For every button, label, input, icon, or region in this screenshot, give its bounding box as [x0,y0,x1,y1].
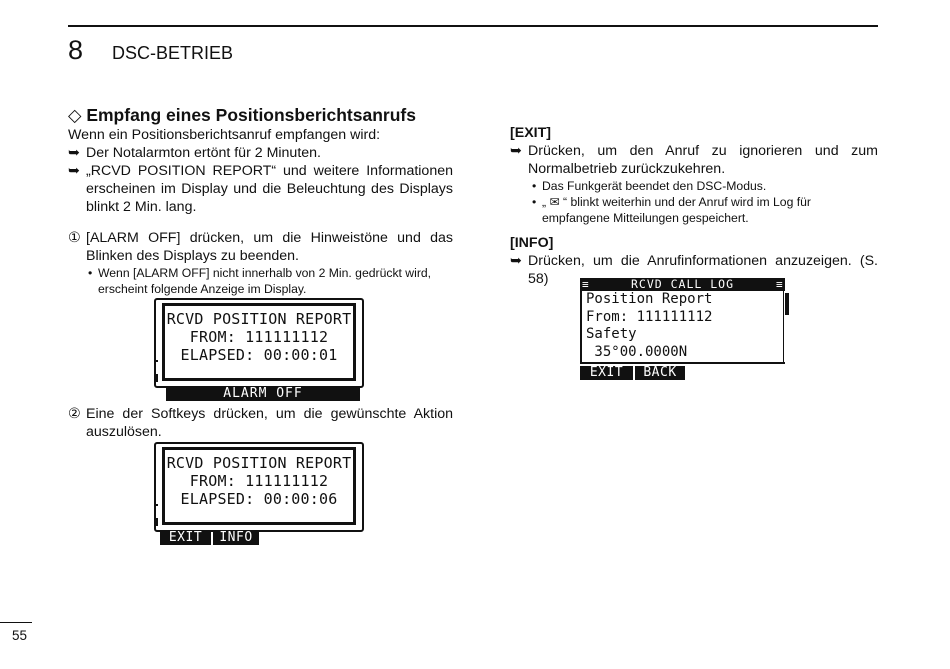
step-2 [68,405,453,441]
step-text: Eine der Softkeys drücken, um die gewünschte Aktion auszulösen. [86,406,453,440]
log-scrollbar[interactable] [783,291,790,364]
right-column [510,124,878,288]
back-softkey[interactable]: BACK [635,366,685,380]
step-1 [68,229,453,297]
exit-bullet: • „ ✉ “ blinkt weiterhin und der Anruf wird im Log für empfangene Mitteilungen gespeichert. [532,195,811,225]
step-text: [ALARM OFF] drücken, um die Hinweistöne und das Blinken des Displays zu beenden. [86,230,453,264]
arrow-icon: ➥ [68,163,80,179]
lcd-line: ELAPSED: 00:00:01 [180,346,338,364]
lcd-call-log-screen [580,278,791,381]
chapter-number: 8 [68,35,84,65]
scroll-thumb[interactable] [785,293,789,315]
arrow-item: ➥ „RCVD POSITION REPORT“ und weitere Informationen erscheinen im Display und die Beleuchtung des Displays blinkt 2 Min. lang. [68,163,453,215]
info-description: ➥ Drücken, um die Anrufinformationen anzuzeigen. (S. 58) [510,253,878,287]
info-softkey[interactable]: INFO [213,531,259,545]
arrow-icon: ➥ [510,253,522,269]
chapter-title: DSC-BETRIEB [112,43,234,63]
lcd-screen-alarm [154,298,364,402]
left-column [68,104,453,216]
step-bullet: • Wenn [ALARM OFF] nicht innerhalb von 2 Min. gedrückt wird, erscheint folgende Anzeige im Display. [88,266,432,296]
log-line: From: 111111112 [586,308,713,325]
lcd-line: RCVD POSITION REPORT [166,454,352,472]
lcd-line: FROM: 111111112 [189,472,329,490]
menu-icon: ≡ [776,278,783,291]
arrow-icon: ➥ [68,145,80,161]
info-heading: [INFO] [510,235,554,251]
arrow-icon: ➥ [510,143,522,159]
step-number: ① [68,230,81,246]
log-line: Position Report [586,291,713,307]
exit-bullet: • Das Funkgerät beendet den DSC-Modus. [532,179,767,193]
lcd-line: FROM: 111111112 [189,328,329,346]
lcd-line: ELAPSED: 00:00:06 [180,490,338,508]
alarm-off-softkey[interactable]: ALARM OFF [166,387,360,401]
log-line: Safety [586,326,637,342]
intro-text: Wenn ein Positionsberichtsanruf empfangen wird: [68,127,381,143]
section-heading: ◇ Empfang eines Positionsberichtsanrufs [68,105,416,125]
exit-softkey[interactable]: EXIT [580,366,633,380]
log-title: RCVD CALL LOG [580,278,785,291]
page-rule [0,622,32,623]
exit-softkey[interactable]: EXIT [160,531,211,545]
arrow-item: ➥ Der Notalarmton ertönt für 2 Minuten. [68,145,321,161]
log-line: 35°00.0000N [586,343,688,360]
lcd-line: RCVD POSITION REPORT [166,310,352,328]
menu-icon: ≡ [582,278,589,291]
lcd-screen-exit-info [154,442,364,546]
step-number: ② [68,406,81,422]
page-number: 55 [12,628,28,643]
exit-heading: [EXIT] [510,125,551,141]
top-rule [68,25,878,27]
exit-description: ➥ Drücken, um den Anruf zu ignorieren und zum Normalbetrieb zurückzukehren. [510,143,878,177]
